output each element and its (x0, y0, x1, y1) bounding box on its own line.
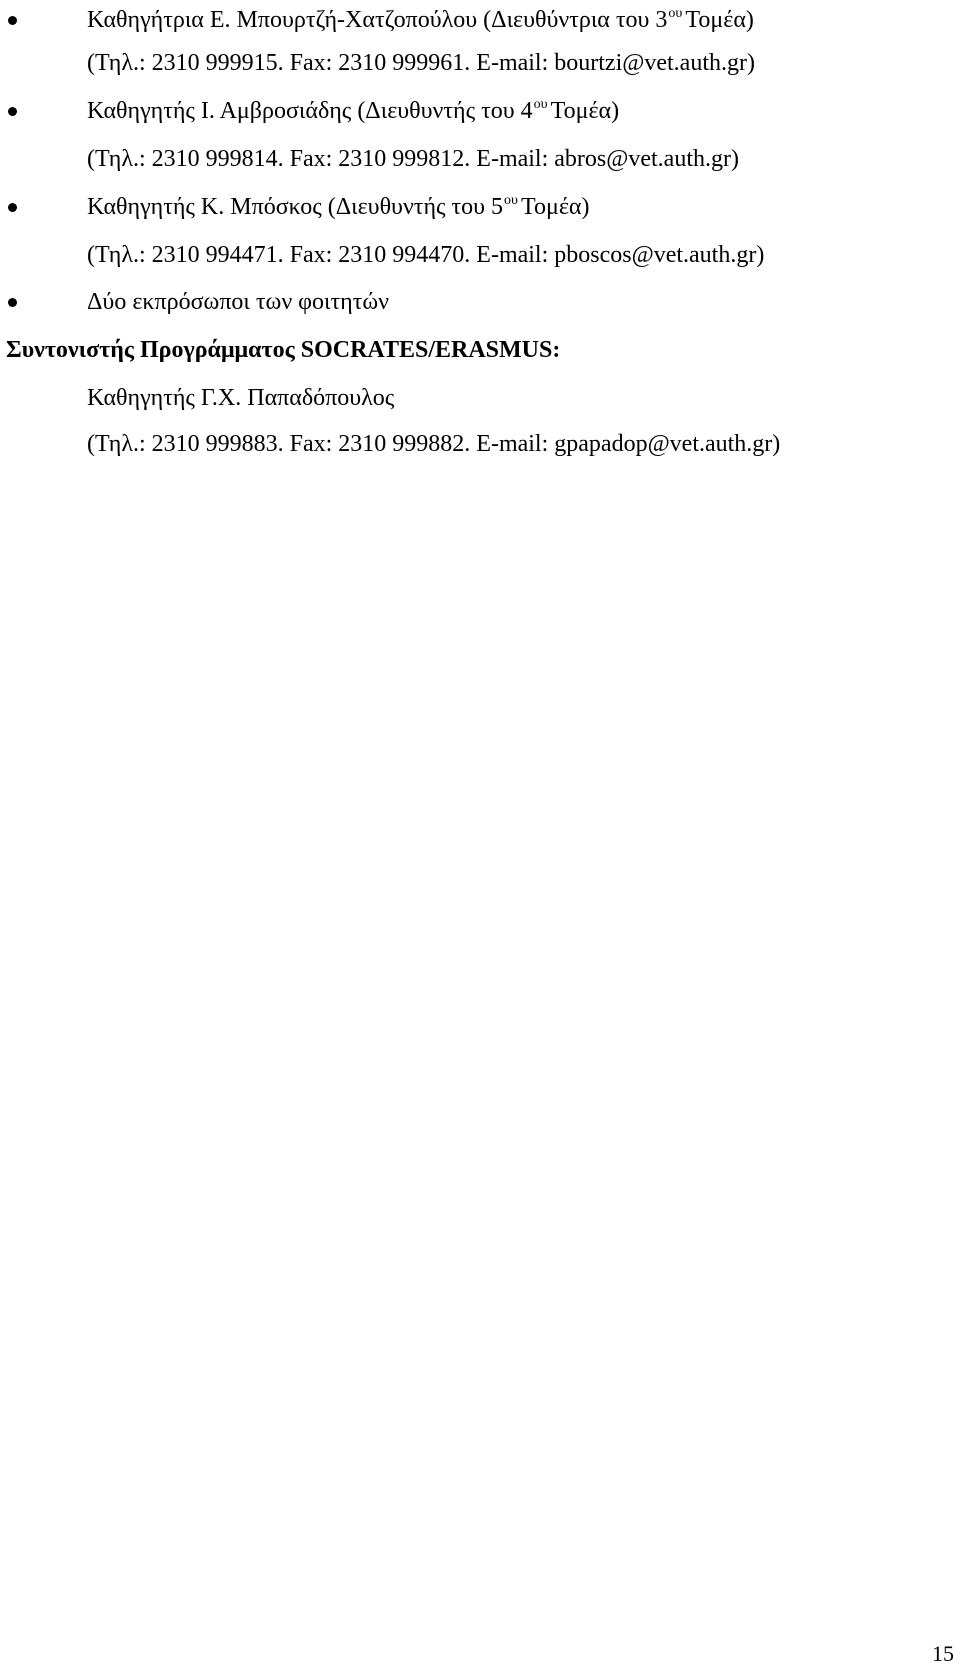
contact-line (0, 235, 960, 275)
director-role-prefix: (Διευθυντής του 5 (327, 194, 504, 220)
director-contact: (Τηλ.: 2310 994471. Fax: 2310 994470. E-mail: pboscos@vet.auth.gr) (87, 242, 765, 268)
list-item (0, 282, 960, 322)
director-role-suffix: Τομέα) (520, 194, 590, 220)
students-representatives: Δύο εκπρόσωποι των φοιτητών (87, 289, 389, 315)
ordinal-superscript: ου (504, 193, 518, 208)
director-role-prefix: (Διευθύντρια του 3 (483, 7, 668, 33)
ordinal-superscript: ου (533, 97, 548, 112)
coordinator-name: Καθηγητής Γ.Χ. Παπαδόπουλος (87, 385, 395, 411)
director-role-suffix: Τομέα) (550, 98, 620, 124)
contact-line (0, 424, 960, 464)
bullet-icon (8, 298, 17, 307)
director-name-line (87, 187, 590, 231)
coordinator-name-line (0, 378, 960, 418)
director-contact: (Τηλ.: 2310 999814. Fax: 2310 999812. E-mail: abros@vet.auth.gr) (87, 146, 739, 172)
bullet-icon (8, 203, 17, 212)
director-name-line (87, 0, 754, 44)
director-name: Καθηγητής Κ. Μπόσκος (87, 194, 322, 220)
coordinator-heading-line (0, 330, 960, 370)
director-contact: (Τηλ.: 2310 999915. Fax: 2310 999961. E-mail: bourtzi@vet.auth.gr) (87, 50, 755, 76)
director-role-prefix: (Διευθυντής του 4 (357, 98, 533, 124)
list-item (0, 91, 960, 131)
list-item (0, 0, 960, 40)
director-name: Καθηγήτρια Ε. Μπουρτζή-Χατζοπούλου (87, 7, 478, 33)
bullet-icon (8, 107, 17, 116)
section-heading: Συντονιστής Προγράμματος SOCRATES/ERASMUS: (6, 337, 561, 363)
bullet-icon (8, 16, 17, 25)
director-name-line (87, 91, 619, 135)
ordinal-superscript: ου (668, 6, 683, 21)
director-name: Καθηγητής Ι. Αμβροσιάδης (87, 98, 352, 124)
contact-line (0, 43, 960, 83)
contact-line (0, 139, 960, 179)
coordinator-contact: (Τηλ.: 2310 999883. Fax: 2310 999882. E-mail: gpapadop@vet.auth.gr) (87, 431, 781, 457)
director-role-suffix: Τομέα) (685, 7, 754, 33)
page-number: 15 (932, 1641, 954, 1666)
list-item (0, 187, 960, 227)
